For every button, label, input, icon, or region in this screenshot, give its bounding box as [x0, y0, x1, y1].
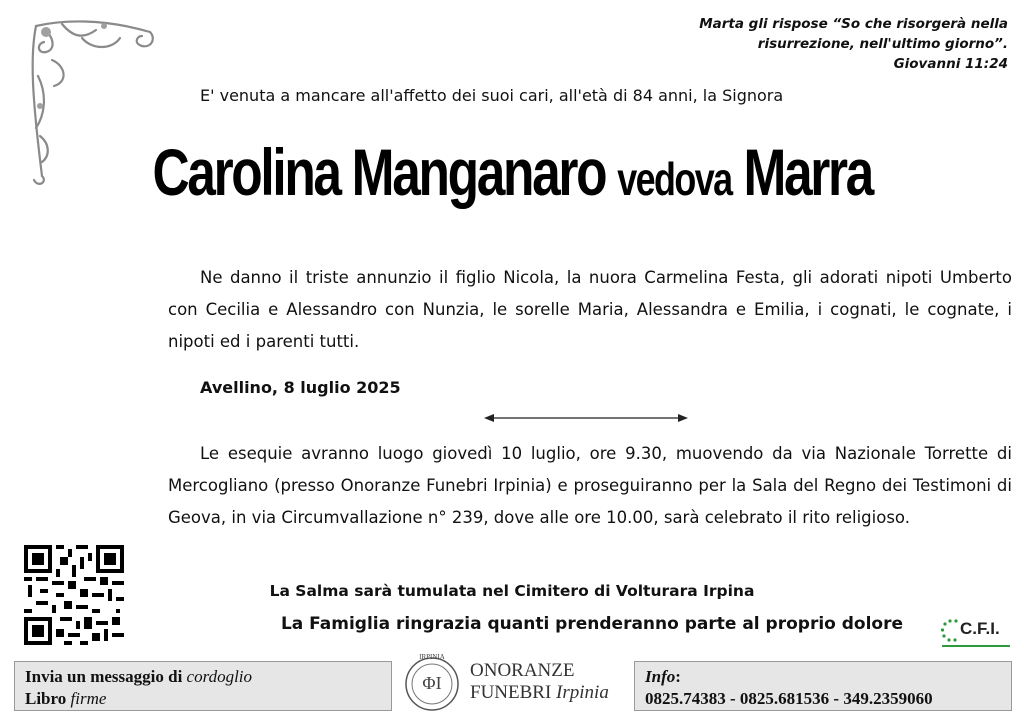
- info-label: Info: [645, 667, 676, 686]
- condolence-link[interactable]: [25, 666, 381, 688]
- funeral-home-emblem-icon: [404, 650, 460, 716]
- logo-line-2: [470, 682, 609, 704]
- info-box: [634, 661, 1012, 711]
- burial-notice: La Salma sarà tumulata nel Cimitero di Volturara Irpina: [269, 582, 755, 600]
- qr-code-icon[interactable]: [24, 545, 124, 645]
- logo-line-2-main: FUNEBRI: [470, 682, 552, 703]
- logo-line-2-italic: Irpinia: [556, 682, 609, 703]
- place-date: Avellino, 8 luglio 2025: [200, 378, 401, 397]
- deceased-name: [0, 134, 1024, 210]
- guestbook-word: firme: [70, 689, 107, 708]
- info-label-line: Info:: [645, 667, 681, 686]
- quote-source: Giovanni 11:24: [893, 56, 1008, 72]
- announcement-paragraph: Ne danno il triste annunzio il figlio Nicola, la nuora Carmelina Festa, gli adorati nipoti Umberto con Cecilia e Alessandro con Nunzia, le sorelle Maria, Alessandra e Emilia, i cognati, le cognate, i nipoti ed i parenti tutti.: [168, 268, 1012, 351]
- condolence-prefix: Invia un messaggio di: [25, 667, 183, 686]
- double-arrow-divider: [484, 411, 688, 425]
- bible-quote: [588, 14, 1008, 74]
- logo-top-text: IRPINIA: [419, 653, 445, 661]
- cfi-logo: [940, 615, 1012, 651]
- cfi-label: C.F.I.: [960, 619, 1000, 638]
- intro-text: E' venuta a mancare all'affetto dei suoi cari, all'età di 84 anni, la Signora: [200, 86, 784, 105]
- quote-line-2: risurrezione, nell'ultimo giorno”.: [757, 36, 1008, 52]
- deceased-name-main: [152, 134, 872, 210]
- deceased-last-name: Marra: [743, 135, 872, 209]
- logo-line-1: ONORANZE: [470, 660, 575, 681]
- condolence-box[interactable]: [14, 661, 392, 711]
- phone-numbers[interactable]: 0825.74383 - 0825.681536 - 349.2359060: [645, 689, 933, 708]
- exequies-paragraph: Le esequie avranno luogo giovedì 10 luglio, ore 9.30, muovendo da via Nazionale Torrette di Mercogliano (presso Onoranze Funebri Irpinia) e proseguiranno per la Sala del Regno dei Testimoni di Geova, in via Circumvallazione n° 239, dove alle ore 10.00, sarà celebrato il rito religioso.: [168, 444, 1012, 527]
- deceased-middle-word: vedova: [616, 153, 732, 205]
- guestbook-prefix: Libro: [25, 689, 67, 708]
- deceased-first-name: Carolina Manganaro: [152, 135, 606, 209]
- quote-line-1: Marta gli rispose “So che risorgerà nella: [699, 16, 1008, 32]
- guestbook-link[interactable]: [25, 688, 381, 710]
- funeral-home-name: [470, 660, 609, 704]
- svg-text:ΦΙ: ΦΙ: [422, 673, 442, 693]
- family-thanks: La Famiglia ringrazia quanti prenderanno parte al proprio dolore: [280, 614, 904, 634]
- condolence-word: cordoglio: [186, 667, 253, 686]
